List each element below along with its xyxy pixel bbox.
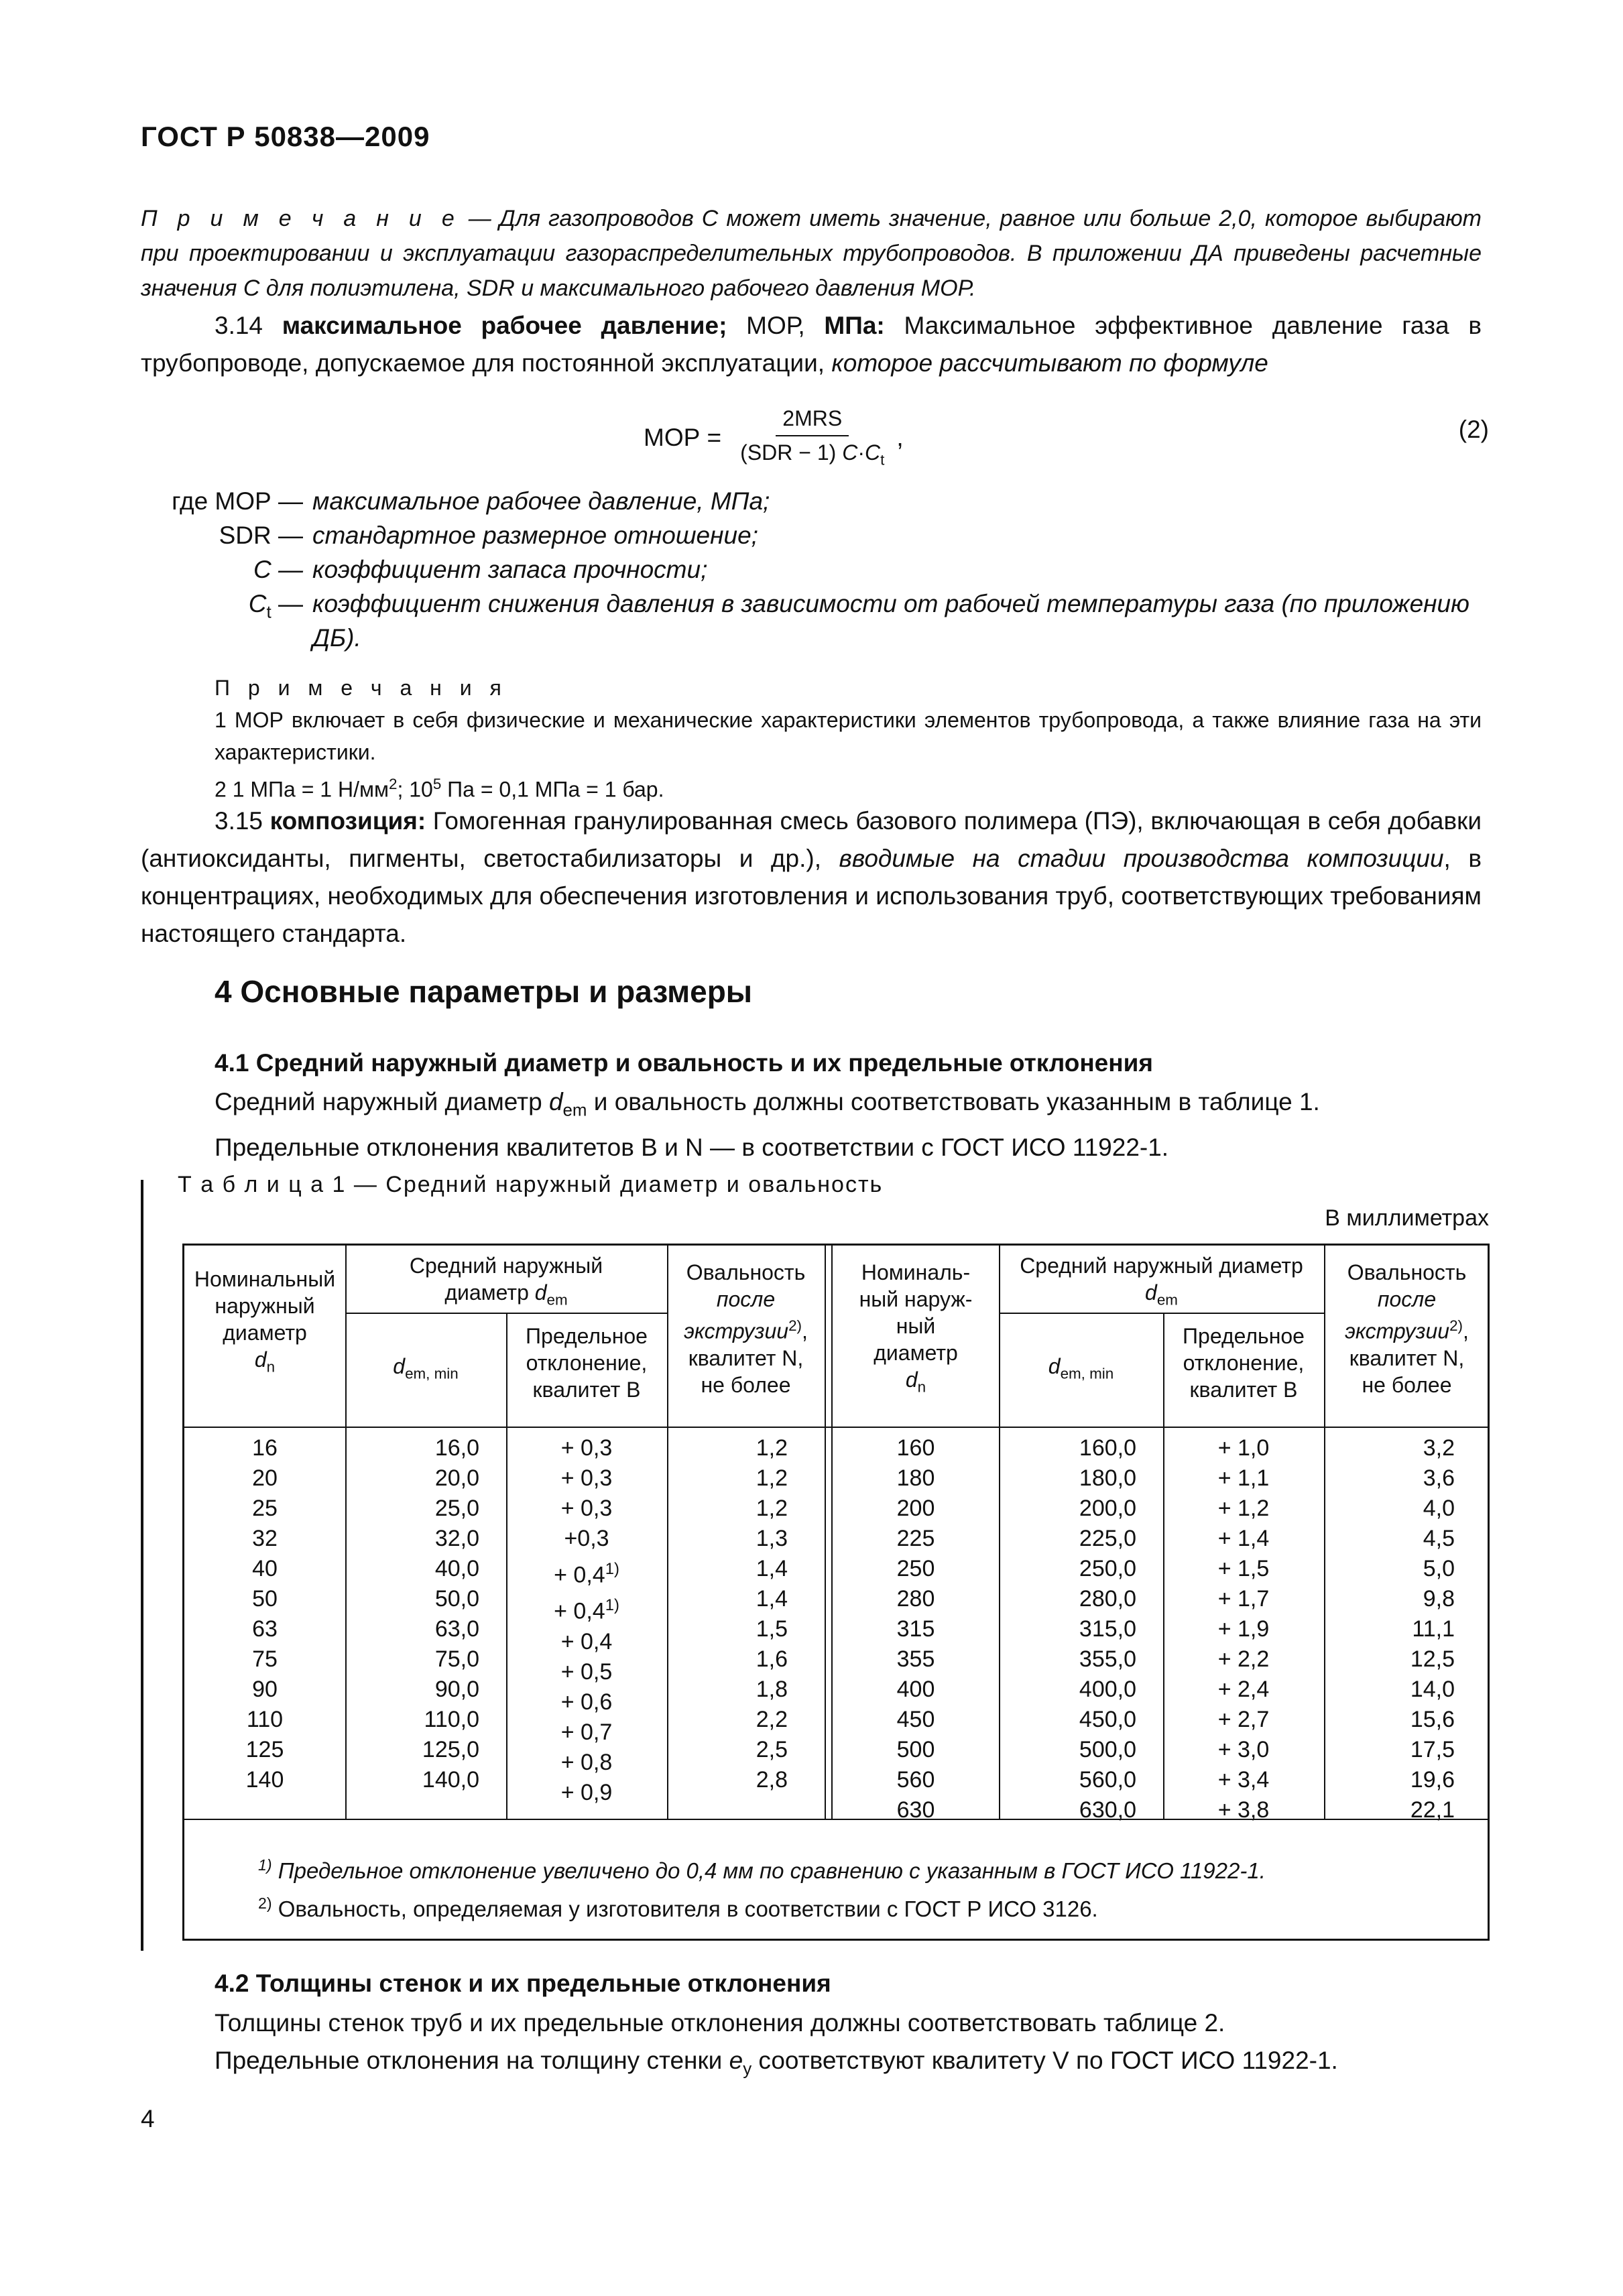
formula-fraction <box>733 406 891 469</box>
formula-numerator: 2MRS <box>776 406 849 436</box>
legend-item <box>121 484 1476 518</box>
table-cell: 22,1 <box>1410 1797 1455 1823</box>
table-cell: 630 <box>896 1797 935 1823</box>
table-cell: + 3,8 <box>1217 1797 1270 1823</box>
table-cell: 50,0 <box>434 1586 479 1612</box>
table-cell: 4,0 <box>1423 1496 1455 1521</box>
header-dem-min-right: $d_{em, min}$ <box>1048 1354 1114 1382</box>
footnote-2: $^{2)}$ Овальность, определяемая у изготовителя в соответствии с ГОСТ Р ИСО 3126. <box>258 1894 1098 1921</box>
table-cell: + 2,2 <box>1217 1646 1270 1672</box>
table-cell: 11,1 <box>1412 1616 1455 1642</box>
header-nominal-diameter-right: Номиналь- ный наруж- ный диаметр $d_n$ <box>859 1260 973 1396</box>
legend-item <box>121 587 1476 655</box>
section-heading: 4 Основные параметры и размеры <box>215 974 753 1009</box>
table-cell: + 0,9 <box>560 1779 613 1805</box>
table-cell: 225,0 <box>1079 1526 1136 1551</box>
table-cell: 250,0 <box>1079 1556 1136 1581</box>
table-cell: + 2,7 <box>1217 1707 1270 1732</box>
table-cell: 500 <box>896 1737 935 1762</box>
header-mean-diameter: Средний наружный диаметр $d_{em}$ <box>409 1254 603 1309</box>
table-cell: 225 <box>896 1526 935 1551</box>
table-cell: + 0,3 <box>560 1465 613 1491</box>
header-nominal-diameter: Номинальный наружный диаметр $d_n$ <box>194 1267 336 1376</box>
header-ovality: Овальность после экструзии$^{2)}$, квалитет N, не более <box>684 1260 808 1397</box>
clause-abbr: МОР, <box>727 312 825 339</box>
clause-text-italic: которое рассчитывают по формуле <box>831 349 1268 377</box>
table-cell: + 1,9 <box>1217 1616 1270 1642</box>
table-cell: 75 <box>252 1646 278 1672</box>
table-cell: + 1,0 <box>1217 1435 1270 1461</box>
table-cell: 250 <box>896 1556 935 1581</box>
table-cell: 125 <box>245 1737 284 1762</box>
legend-symbol: где МОР — <box>172 487 303 515</box>
table-cell: 1,4 <box>756 1586 788 1612</box>
legend-item <box>121 518 1476 552</box>
table-cell: 15,6 <box>1410 1707 1455 1732</box>
table-cell: 12,5 <box>1410 1646 1455 1672</box>
table-cell: 5,0 <box>1423 1556 1455 1581</box>
table-cell: + 1,2 <box>1217 1496 1270 1521</box>
table-cell: 25,0 <box>434 1496 479 1521</box>
column-dev-right <box>1163 1433 1324 1825</box>
header-mean-diameter-right: Средний наружный диаметр $d_{em}$ <box>1020 1254 1303 1309</box>
legend-symbol: SDR — <box>219 522 303 549</box>
legend-symbol: $C_t$ — <box>248 590 303 622</box>
table-cell: 17,5 <box>1410 1737 1455 1762</box>
table-cell: + 1,1 <box>1217 1465 1270 1491</box>
table-cell: 400,0 <box>1079 1677 1136 1702</box>
paragraph: Средний наружный диаметр $d_{em}$ и овальность должны соответствовать указанным в таблице 1. Предельные отклонения квалитетов В и N — в соответствии с ГОСТ ИСО 11922-1. <box>215 1088 1320 1162</box>
table-cell: 280,0 <box>1079 1586 1136 1612</box>
footnote-1: $^{1)}$ Предельное отклонение увеличено до 0,4 мм по сравнению с указанным в ГОСТ ИСО 11922-1. <box>258 1856 1266 1883</box>
legend-symbol: C — <box>253 556 303 583</box>
table-cell: 355 <box>896 1646 935 1672</box>
standard-number: ГОСТ Р 50838—2009 <box>141 121 430 152</box>
header-deviation: Предельное отклонение, квалитет В <box>526 1324 648 1402</box>
clause-number: 3.15 <box>215 807 270 835</box>
table-cell: 19,6 <box>1410 1767 1455 1793</box>
table-cell: 630,0 <box>1079 1797 1136 1823</box>
table-cell: + 0,3 <box>560 1435 613 1461</box>
table-cell: 180 <box>896 1465 935 1491</box>
table-cell: 110 <box>246 1707 284 1732</box>
table-cell: + 0,5 <box>560 1658 613 1685</box>
clause-unit: МПа: <box>824 312 885 339</box>
legend-definition: коэффициент запаса прочности; <box>312 556 708 583</box>
table-cell: 1,3 <box>756 1526 788 1551</box>
table-cell: + 0,6 <box>560 1689 613 1715</box>
notes-label: П р и м е ч а н и я <box>215 676 507 700</box>
table-cell: + 3,0 <box>1217 1737 1270 1762</box>
column-dem-left <box>345 1433 479 1795</box>
formula-mop <box>644 406 904 469</box>
table-cell: 280 <box>896 1586 935 1612</box>
clause-text: Гомогенная гранулированная смесь базового полимера (ПЭ), включающая в себя добавки (антиоксиданты, пигменты, светостабилизаторы и др.), <box>141 807 1482 872</box>
table-cell: 1,2 <box>756 1465 788 1491</box>
formula-lhs: МОР = <box>644 423 722 451</box>
table-cell: 560 <box>896 1767 935 1793</box>
table-cell: 315 <box>896 1616 935 1642</box>
table-cell: + $0,4^{1)}$ <box>554 1560 619 1588</box>
page-number: 4 <box>141 2105 155 2132</box>
header-dem-min: $d_{em, min}$ <box>393 1354 459 1382</box>
table-cell: 110,0 <box>424 1707 479 1732</box>
column-oval-right <box>1324 1433 1455 1825</box>
header-deviation-right: Предельное отклонение, квалитет В <box>1183 1324 1305 1402</box>
equation-number: (2) <box>1458 416 1489 443</box>
note-paragraph <box>141 201 1482 306</box>
table-cell: 160 <box>896 1435 935 1461</box>
legend-definition: коэффициент снижения давления в зависимости от рабочей температуры газа (по приложению ДБ). <box>312 590 1469 652</box>
table-cell: 2,5 <box>756 1737 788 1762</box>
table-cell: 315,0 <box>1079 1616 1136 1642</box>
table-cell: 1,5 <box>756 1616 788 1642</box>
table-cell: 20 <box>252 1465 278 1491</box>
table-cell: 2,8 <box>756 1767 788 1793</box>
table-cell: + 0,4 <box>560 1628 613 1654</box>
column-dev-left <box>506 1433 667 1808</box>
clause-number: 3.14 <box>215 312 282 339</box>
table-footnotes <box>258 1849 1266 1925</box>
clause-text: , в концентрациях, необходимых для обеспечения изготовления и использования труб, соответствующих требованиям настоящего стандарта. <box>141 845 1482 947</box>
table-cell: 90,0 <box>434 1677 479 1702</box>
table-cell: 40 <box>252 1556 278 1581</box>
table-cell: + 2,4 <box>1217 1677 1270 1702</box>
table-cell: 14,0 <box>1410 1677 1455 1702</box>
table-cell: 3,6 <box>1423 1465 1455 1491</box>
table-cell: + 0,8 <box>560 1749 613 1775</box>
legend-definition: максимальное рабочее давление, МПа; <box>312 487 770 515</box>
column-dn-right <box>833 1433 999 1825</box>
table-caption: Т а б л и ц а 1 — Средний наружный диаметр и овальность <box>178 1172 884 1197</box>
note-1: 1 МОР включает в себя физические и механические характеристики элементов трубопровода, а также влияние газа на эти характеристики. <box>215 708 1482 764</box>
table-cell: 40,0 <box>434 1556 479 1581</box>
header-ovality-right: Овальность после экструзии$^{2)}$, квалитет N, не более <box>1345 1260 1469 1397</box>
table-cell: 75,0 <box>434 1646 479 1672</box>
table-cell: 1,4 <box>756 1556 788 1581</box>
legend-item <box>121 552 1476 587</box>
clause-3-14 <box>141 307 1482 382</box>
table-cell: + 1,4 <box>1217 1526 1270 1551</box>
table-cell: + $0,4^{1)}$ <box>554 1596 619 1624</box>
table-cell: 450,0 <box>1079 1707 1136 1732</box>
table-cell: + 1,7 <box>1217 1586 1270 1612</box>
table-cell: 1,2 <box>756 1435 788 1461</box>
note-2: 2 1 МПа = 1 $Н/мм^2$; $10^5$ Па = 0,1 МПа = 1 бар. <box>215 776 664 802</box>
formula-denominator: (SDR − 1) $C\cdot C_t$ <box>740 440 885 469</box>
table-cell: 200,0 <box>1079 1496 1136 1521</box>
column-oval-left <box>667 1433 788 1795</box>
table-cell: 450 <box>896 1707 935 1732</box>
table-cell: + 3,4 <box>1217 1767 1270 1793</box>
table-cell: 125,0 <box>422 1737 479 1762</box>
clause-term: максимальное рабочее давление; <box>282 312 727 339</box>
table-cell: 200 <box>896 1496 935 1521</box>
clause-3-15 <box>141 802 1482 953</box>
clause-term: композиция: <box>269 807 426 835</box>
table-1 <box>182 1244 1490 1941</box>
table-cell: 20,0 <box>434 1465 479 1491</box>
table-cell: 63 <box>252 1616 278 1642</box>
table-cell: 1,6 <box>756 1646 788 1672</box>
table-cell: 3,2 <box>1423 1435 1455 1461</box>
column-dem-right <box>999 1433 1136 1825</box>
table-cell: 9,8 <box>1423 1586 1455 1612</box>
table-cell: 1,8 <box>756 1677 788 1702</box>
change-bar <box>141 1180 143 1951</box>
table-cell: 4,5 <box>1423 1526 1455 1551</box>
table-cell: 1,2 <box>756 1496 788 1521</box>
table-cell: 16,0 <box>434 1435 479 1461</box>
column-dn-left <box>184 1433 345 1795</box>
note-label: П р и м е ч а н и е <box>141 206 461 231</box>
table-units: В миллиметрах <box>1325 1205 1489 1231</box>
table-cell: 180,0 <box>1079 1465 1136 1491</box>
table-cell: 140,0 <box>422 1767 479 1793</box>
note-text: — Для газопроводов С может иметь значение, равное или больше 2,0, которое выбирают при проектировании и эксплуатации газораспределительных трубопроводов. В приложении ДА приведены расчетные значения С для полиэтилена, SDR и максимального рабочего давления МОР. <box>141 206 1482 301</box>
table-cell: 16 <box>252 1435 278 1461</box>
table-cell: 63,0 <box>434 1616 479 1642</box>
paragraph: Толщины стенок труб и их предельные отклонения должны соответствовать таблице 2. Предельные отклонения на толщину стенки $e_y$ соответствуют квалитету V по ГОСТ ИСО 11922-1. <box>215 2009 1338 2079</box>
clause-text: Максимальное эффективное давление газа в трубопроводе, допускаемое для постоянной эксплуатации, <box>141 312 1482 377</box>
table-cell: +0,3 <box>564 1526 609 1551</box>
table-cell: + 0,3 <box>560 1496 613 1521</box>
formula-legend <box>121 484 1476 655</box>
table-cell: 90 <box>252 1677 278 1702</box>
clause-text-italic: вводимые на стадии производства композиции <box>839 845 1444 872</box>
table-cell: 355,0 <box>1079 1646 1136 1672</box>
table-cell: 2,2 <box>756 1707 788 1732</box>
table-cell: + 1,5 <box>1217 1556 1270 1581</box>
table-cell: 50 <box>252 1586 278 1612</box>
formula-tail: , <box>896 423 904 451</box>
table-cell: 140 <box>245 1767 284 1793</box>
table-cell: 560,0 <box>1079 1767 1136 1793</box>
subsection-heading: 4.1 Средний наружный диаметр и овальность и их предельные отклонения <box>215 1049 1153 1077</box>
table-cell: + 0,7 <box>560 1719 613 1745</box>
table-cell: 32 <box>252 1526 278 1551</box>
table-cell: 160,0 <box>1079 1435 1136 1461</box>
table-cell: 500,0 <box>1079 1737 1136 1762</box>
table-cell: 32,0 <box>434 1526 479 1551</box>
subsection-heading: 4.2 Толщины стенок и их предельные отклонения <box>215 1970 831 1997</box>
legend-definition: стандартное размерное отношение; <box>312 522 758 549</box>
notes-block <box>215 672 1482 806</box>
table-cell: 400 <box>896 1677 935 1702</box>
table-cell: 25 <box>252 1496 278 1521</box>
